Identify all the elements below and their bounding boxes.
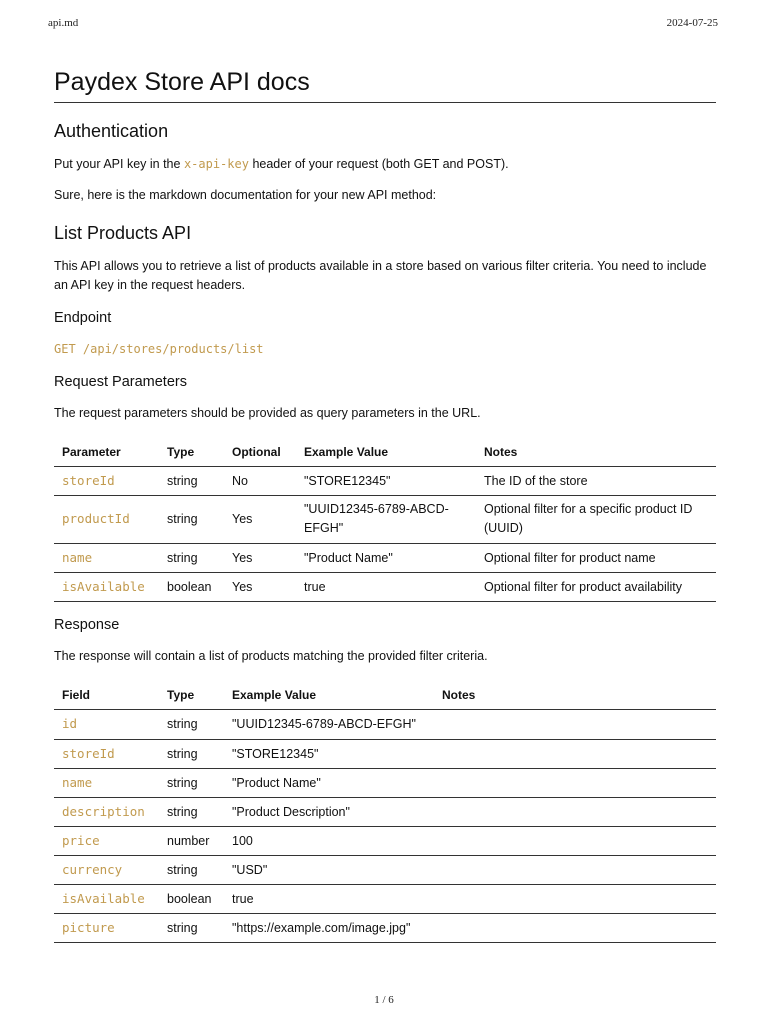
field-name-cell <box>54 827 159 856</box>
page-number: 1 / 6 <box>374 994 394 1006</box>
table-row <box>54 856 716 885</box>
param-example-cell: "UUID12345-6789-ABCD-EFGH" <box>296 496 476 544</box>
field-example-cell: "STORE12345" <box>224 740 434 769</box>
auth-heading: Authentication <box>54 121 169 141</box>
column-header: Field <box>54 681 159 710</box>
param-type-cell: string <box>159 496 224 544</box>
param-name-cell <box>54 467 159 496</box>
field-example-cell: "USD" <box>224 856 434 885</box>
document-body <box>54 66 716 943</box>
list-products-description: This API allows you to retrieve a list of products available in a store based on various filter criteria. You need to include an API key in the request headers. <box>54 259 707 292</box>
param-name: name <box>62 550 93 565</box>
param-example-cell: true <box>296 573 476 602</box>
param-optional-cell: Yes <box>224 544 296 573</box>
field-name: picture <box>62 920 115 935</box>
field-name-cell <box>54 769 159 798</box>
param-type-cell: boolean <box>159 573 224 602</box>
column-header: Example Value <box>296 438 476 467</box>
field-name-cell <box>54 710 159 740</box>
param-name: productId <box>62 511 130 526</box>
field-notes-cell <box>434 769 716 798</box>
field-example-cell: 100 <box>224 827 434 856</box>
column-header: Optional <box>224 438 296 467</box>
table-row <box>54 885 716 914</box>
field-notes-cell <box>434 856 716 885</box>
column-header: Parameter <box>54 438 159 467</box>
table-row <box>54 798 716 827</box>
field-name: isAvailable <box>62 891 145 906</box>
param-optional-cell: Yes <box>224 573 296 602</box>
field-name: currency <box>62 862 123 877</box>
param-example-cell: "STORE12345" <box>296 467 476 496</box>
auth-text-after: header of your request (both GET and POST). <box>248 157 509 171</box>
field-name-cell <box>54 856 159 885</box>
page-title: Paydex Store API docs <box>54 66 716 103</box>
column-header: Type <box>159 438 224 467</box>
table-row <box>54 710 716 740</box>
field-type-cell: string <box>159 798 224 827</box>
field-example-cell: "UUID12345-6789-ABCD-EFGH" <box>224 710 434 740</box>
field-notes-cell <box>434 914 716 943</box>
auth-note: Sure, here is the markdown documentation for your new API method: <box>54 188 437 202</box>
header-filename: api.md <box>48 17 79 29</box>
param-type-cell: string <box>159 544 224 573</box>
param-optional-cell: Yes <box>224 496 296 544</box>
table-row <box>54 496 716 544</box>
param-name-cell <box>54 573 159 602</box>
response-table <box>54 681 716 943</box>
field-type-cell: string <box>159 740 224 769</box>
table-header-row <box>54 681 716 710</box>
field-type-cell: boolean <box>159 885 224 914</box>
param-optional-cell: No <box>224 467 296 496</box>
column-header: Notes <box>476 438 716 467</box>
field-type-cell: string <box>159 769 224 798</box>
field-name: storeId <box>62 746 115 761</box>
param-notes-cell: Optional filter for a specific product ID (UUID) <box>476 496 716 544</box>
auth-text <box>54 155 716 174</box>
list-products-heading: List Products API <box>54 223 192 243</box>
auth-text-before: Put your API key in the <box>54 157 184 171</box>
param-name-cell <box>54 544 159 573</box>
column-header: Notes <box>434 681 716 710</box>
column-header: Type <box>159 681 224 710</box>
field-example-cell: "Product Name" <box>224 769 434 798</box>
field-notes-cell <box>434 827 716 856</box>
table-row <box>54 573 716 602</box>
table-row <box>54 914 716 943</box>
api-key-header-code: x-api-key <box>183 157 249 171</box>
field-notes-cell <box>434 798 716 827</box>
field-name: description <box>62 804 145 819</box>
table-row <box>54 827 716 856</box>
table-row <box>54 769 716 798</box>
response-heading: Response <box>54 617 120 633</box>
param-name: storeId <box>62 473 115 488</box>
field-type-cell: number <box>159 827 224 856</box>
table-row <box>54 740 716 769</box>
table-row <box>54 544 716 573</box>
request-params-text: The request parameters should be provided as query parameters in the URL. <box>54 406 481 420</box>
endpoint-code: GET /api/stores/products/list <box>54 342 264 356</box>
endpoint-heading: Endpoint <box>54 310 112 326</box>
param-name-cell <box>54 496 159 544</box>
field-type-cell: string <box>159 710 224 740</box>
table-header-row <box>54 438 716 467</box>
field-name: price <box>62 833 100 848</box>
field-name: id <box>62 716 78 731</box>
field-name-cell <box>54 740 159 769</box>
param-name: isAvailable <box>62 579 145 594</box>
table-row <box>54 467 716 496</box>
field-name-cell <box>54 885 159 914</box>
param-type-cell: string <box>159 467 224 496</box>
field-type-cell: string <box>159 914 224 943</box>
field-name: name <box>62 775 93 790</box>
column-header: Example Value <box>224 681 434 710</box>
field-example-cell: "Product Description" <box>224 798 434 827</box>
field-notes-cell <box>434 740 716 769</box>
header-date: 2024-07-25 <box>666 17 718 29</box>
response-text: The response will contain a list of products matching the provided filter criteria. <box>54 649 488 663</box>
param-example-cell: "Product Name" <box>296 544 476 573</box>
field-name-cell <box>54 914 159 943</box>
field-notes-cell <box>434 885 716 914</box>
request-params-table <box>54 438 716 602</box>
param-notes-cell: The ID of the store <box>476 467 716 496</box>
param-notes-cell: Optional filter for product availability <box>476 573 716 602</box>
field-example-cell: true <box>224 885 434 914</box>
field-type-cell: string <box>159 856 224 885</box>
field-example-cell: "https://example.com/image.jpg" <box>224 914 434 943</box>
field-notes-cell <box>434 710 716 740</box>
request-params-heading: Request Parameters <box>54 374 187 390</box>
param-notes-cell: Optional filter for product name <box>476 544 716 573</box>
field-name-cell <box>54 798 159 827</box>
